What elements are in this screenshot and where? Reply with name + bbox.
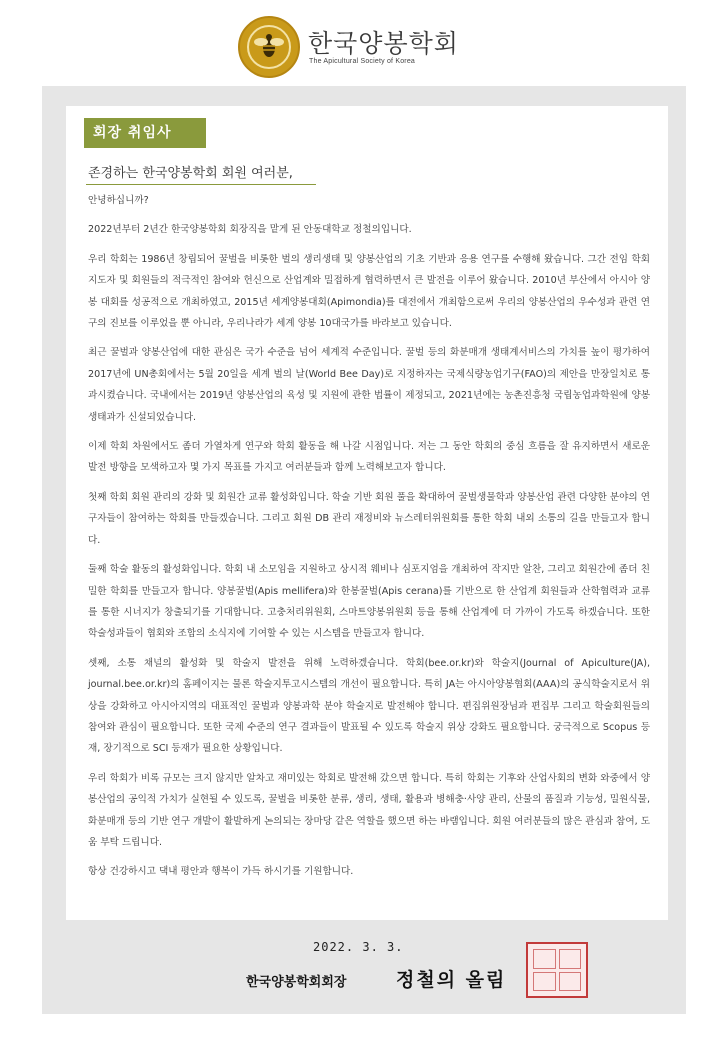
paragraph: 이제 학회 차원에서도 좀더 가열차게 연구와 학회 활동을 해 나갈 시점입니다. 저는 그 동안 학회의 중심 흐름을 잘 유지하면서 새로운 발전 방향을 모색하고자 몇 가지 목표를 가지고 여러분들과 함께 노력해보고자 합니다. bbox=[88, 441, 650, 474]
paragraph: 첫째 학회 회원 관리의 강화 및 회원간 교류 활성화입니다. 학술 기반 회원 풀을 확대하여 꿀벌생물학과 양봉산업 관련 다양한 분야의 연구자들이 참여하는 학회를 만들겠습니다. 그리고 회원 DB 관리 재정비와 뉴스레터위원회를 통한 학회 내외 소통의 길을 만들고자 합니다. bbox=[88, 491, 650, 546]
site-header bbox=[0, 0, 720, 82]
red-seal-stamp-icon bbox=[526, 942, 588, 998]
org-name-english: The Apicultural Society of Korea bbox=[309, 58, 416, 65]
paragraph: 셋째, 소통 채널의 활성화 및 학술지 발전을 위해 노력하겠습니다. 학회(bee.or.kr)와 학술지(Journal of Apiculture(JA), journal.bee.or.kr)의 홈페이지는 물론 학술지투고시스템의 개선이 필요합니다. 특히 JA는 아시아양봉협회(AAA)의 공식학술지로서 위상을 강화하고 아시아지역의 대표적인 꿀벌과 양봉과학 분야 학술지로 발전해야 합니다. 편집위원장님과 편집부 그리고 학술회원들의 참여와 관심이 필요합니다. 또한 국제 수준의 연구 결과들이 발표될 수 있도록 학술지 위상 강화도 필요합니다. 궁극적으로 Scopus 등재, 장기적으로 SCI 등재가 필요한 상황입니다. bbox=[88, 657, 650, 755]
paragraph: 둘째 학술 활동의 활성화입니다. 학회 내 소모임을 지원하고 상시적 웨비나 심포지엄을 개최하여 작지만 알찬, 그리고 회원간에 좀더 친밀한 학회를 만들고자 합니다. 양봉꿀벌(Apis mellifera)와 한봉꿀벌(Apis cerana)를 기반으로 한 산업계 회원들과 산학협력과 교류를 통한 시너지가 창출되기를 기대합니다. 고충처리위원회, 스마트양봉위원회 등을 통해 산업계에 더 가까이 가도록 하겠습니다. 또한 학술성과들이 협회와 조합의 소식지에 기여할 수 있는 시스템을 만들고자 합니다. bbox=[88, 564, 650, 640]
paragraph: 우리 학회는 1986년 창립되어 꿀벌을 비롯한 벌의 생리생태 및 양봉산업의 기초 기반과 응용 연구를 수행해 왔습니다. 그간 전임 학회 지도자 및 회원들의 적극적인 참여와 헌신으로 산업계와 밀접하게 협력하면서 큰 발전을 이루어 왔습니다. 2010년 부산에서 아시아 양봉 대회를 성공적으로 개최하였고, 2015년 세계양봉대회(Apimondia)를 대전에서 개최함으로써 우리의 양봉산업의 우수성과 관련 연구의 진보를 이루었을 뿐 아니라, 우리나라가 세계 양봉 10대국가를 바라보고 있습니다. bbox=[88, 253, 650, 330]
seal-pattern bbox=[533, 949, 581, 991]
paragraph: 우리 학회가 비록 규모는 크지 않지만 알차고 재미있는 학회로 발전해 갔으면 합니다. 특히 학회는 기후와 산업사회의 변화 와중에서 양봉산업의 공익적 가치가 실현될 수 있도록, 꿀벌을 비롯한 분류, 생리, 생태, 활용과 병해충·사양 관리, 산물의 품질과 기능성, 밀원식물, 화분매개 등의 기반 연구 개발이 활발하게 논의되는 장마당 같은 역할을 했으면 하는 바램입니다. 회원 여러분들의 많은 관심과 참여, 도움 부탁 드립니다. bbox=[88, 772, 650, 848]
signature-name: 정철의 올림 bbox=[396, 969, 507, 991]
bee-emblem-icon[interactable] bbox=[238, 16, 300, 78]
page-title: 회장 취임사 bbox=[84, 118, 206, 148]
greeting-heading: 존경하는 한국양봉학회 회원 여러분, bbox=[88, 166, 293, 181]
paragraph: 항상 건강하시고 댁내 평안과 행복이 가득 하시기를 기원합니다. bbox=[88, 866, 354, 878]
letter-body bbox=[88, 190, 650, 891]
signature-title: 한국양봉학회회장 bbox=[246, 975, 347, 990]
greeting-underline bbox=[86, 184, 316, 185]
signature-date: 2022. 3. 3. bbox=[313, 940, 404, 954]
paragraph: 안녕하십니까? bbox=[88, 195, 149, 206]
paragraph: 2022년부터 2년간 한국양봉학회 회장직을 맡게 된 안동대학교 정철의입니다. bbox=[88, 224, 412, 236]
paragraph: 최근 꿀벌과 양봉산업에 대한 관심은 국가 수준을 넘어 세계적 수준입니다. 꿀벌 등의 화분매개 생태계서비스의 가치를 높이 평가하여 2017년에 UN총회에서는 5월 20일을 세계 벌의 날(World Bee Day)로 지정하자는 국제식량농업기구(FAO)의 제안을 만장일치로 통과시켰습니다. 국내에서는 2019년 양봉산업의 육성 및 지원에 관한 법률이 제정되고, 2021년에는 농촌진흥청 국립농업과학원에 양봉생태과가 신설되었습니다. bbox=[88, 347, 650, 423]
org-name[interactable]: 한국양봉학회 bbox=[308, 29, 459, 58]
bee-glyph bbox=[240, 18, 298, 76]
